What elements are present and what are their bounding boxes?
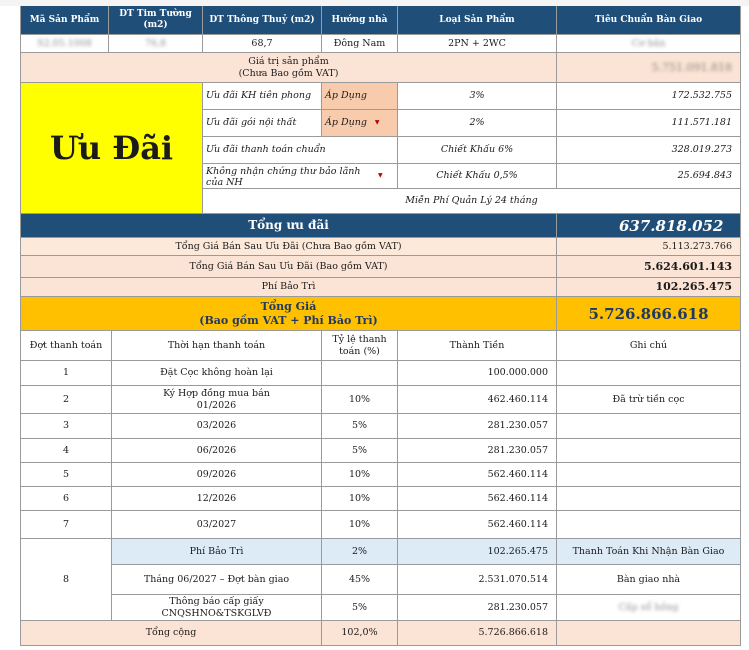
schedule-row-8a-note: Thanh Toán Khi Nhận Bàn Giao <box>557 539 741 565</box>
maintenance-label: Phí Bảo Trì <box>20 278 557 297</box>
schedule-row-6-dot: 6 <box>20 487 112 511</box>
product-value-label <box>20 53 557 83</box>
uu-dai-free-fee: Miễn Phí Quản Lý 24 tháng <box>203 189 741 214</box>
schedule-row-8c-note-text: Cấp sổ hồng <box>618 601 679 613</box>
header-huong-nha: Hướng nhà <box>322 6 398 35</box>
product-standard <box>557 35 741 53</box>
product-value-amount-text: 5.751.091.818 <box>651 60 732 74</box>
schedule-row-4-dot: 4 <box>20 439 112 463</box>
schedule-row-4-rate: 5% <box>322 439 398 463</box>
schedule-row-7-rate: 10% <box>322 511 398 539</box>
total-discount-label: Tổng ưu đãi <box>20 214 557 238</box>
schedule-row-3-rate: 5% <box>322 414 398 439</box>
schedule-total-label: Tổng cộng <box>20 621 322 646</box>
dropdown-caret-icon[interactable]: ▼ <box>374 119 380 127</box>
schedule-row-1-dot: 1 <box>20 361 112 386</box>
grand-total-label-line2: (Bao gồm VAT + Phí Bảo Trì) <box>199 313 378 327</box>
schedule-row-4-term: 06/2026 <box>112 439 322 463</box>
product-type: 2PN + 2WC <box>398 35 557 53</box>
schedule-row-8-dot: 8 <box>20 539 112 621</box>
schedule-row-4-amount: 281.230.057 <box>398 439 557 463</box>
schedule-row-5-rate: 10% <box>322 463 398 487</box>
schedule-row-8b-amount: 2.531.070.514 <box>398 565 557 595</box>
schedule-row-8b-term: Tháng 06/2027 – Đợt bàn giao <box>112 565 322 595</box>
uu-dai-row-4-amount: 25.694.843 <box>557 164 741 189</box>
product-code-text: S2.05.1008 <box>37 37 92 49</box>
total-discount-amount: 637.818.052 <box>557 214 741 238</box>
uu-dai-row-4-label[interactable] <box>203 164 398 189</box>
schedule-row-2-term: Ký Hợp đồng mua bán 01/2026 <box>112 386 322 414</box>
schedule-total-note <box>557 621 741 646</box>
schedule-row-2-dot: 2 <box>20 386 112 414</box>
schedule-row-7-amount: 562.460.114 <box>398 511 557 539</box>
schedule-row-3-note <box>557 414 741 439</box>
schedule-row-5-amount: 562.460.114 <box>398 463 557 487</box>
schedule-row-5-dot: 5 <box>20 463 112 487</box>
uu-dai-row-1-apply[interactable] <box>322 83 398 110</box>
schedule-row-6-note <box>557 487 741 511</box>
schedule-header-thoi-han: Thời hạn thanh toán <box>112 331 322 361</box>
schedule-row-7-note <box>557 511 741 539</box>
schedule-row-2-rate: 10% <box>322 386 398 414</box>
grand-total-amount: 5.726.866.618 <box>557 297 741 331</box>
grand-total-label-line1: Tổng Giá <box>260 300 317 314</box>
header-loai-san-pham: Loại Sản Phẩm <box>398 6 557 35</box>
header-ma-san-pham: Mã Sản Phẩm <box>20 6 109 35</box>
schedule-row-5-note <box>557 463 741 487</box>
uu-dai-row-1-label: Ưu đãi KH tiên phong <box>203 83 322 110</box>
product-standard-text: Cơ bản <box>631 37 666 49</box>
schedule-row-2-note: Đã trừ tiền cọc <box>557 386 741 414</box>
schedule-row-4-note <box>557 439 741 463</box>
product-area-net: 68,7 <box>203 35 322 53</box>
schedule-row-1-term: Đặt Cọc không hoàn lại <box>112 361 322 386</box>
schedule-total-rate: 102,0% <box>322 621 398 646</box>
schedule-row-6-rate: 10% <box>322 487 398 511</box>
schedule-row-6-term: 12/2026 <box>112 487 322 511</box>
schedule-row-7-term: 03/2027 <box>112 511 322 539</box>
schedule-header-thanh-tien: Thành Tiền <box>398 331 557 361</box>
uu-dai-row-2-apply-text: Áp Dụng <box>325 117 367 129</box>
grand-total-label <box>20 297 557 331</box>
uu-dai-row-3-amount: 328.019.273 <box>557 137 741 164</box>
schedule-row-8c-amount: 281.230.057 <box>398 595 557 621</box>
schedule-row-1-rate <box>322 361 398 386</box>
uu-dai-row-2-label: Ưu đãi gói nội thất <box>203 110 322 137</box>
uu-dai-row-4-label-text: Không nhận chứng thư bảo lãnh của NH <box>206 166 361 189</box>
product-value-label-line1: Giá trị sản phẩm <box>248 56 329 68</box>
maintenance-amount: 102.265.475 <box>557 278 741 297</box>
schedule-row-8a-amount: 102.265.475 <box>398 539 557 565</box>
price-excl-vat-amount: 5.113.273.766 <box>557 238 741 256</box>
schedule-header-dot: Đợt thanh toán <box>20 331 112 361</box>
schedule-row-8c-term: Thông báo cấp giấy CNQSHNO&TSKGLVĐ <box>112 595 322 621</box>
uu-dai-row-2-rate: 2% <box>398 110 557 137</box>
uu-dai-row-1-apply-text: Áp Dụng <box>325 90 367 102</box>
uu-dai-title: Ưu Đãi <box>20 83 203 214</box>
schedule-row-8c-rate: 5% <box>322 595 398 621</box>
uu-dai-row-1-rate: 3% <box>398 83 557 110</box>
schedule-row-8a-rate: 2% <box>322 539 398 565</box>
product-direction: Đông Nam <box>322 35 398 53</box>
uu-dai-row-3-rate: Chiết Khấu 6% <box>398 137 557 164</box>
schedule-row-5-term: 09/2026 <box>112 463 322 487</box>
product-value-amount <box>557 53 741 83</box>
schedule-row-8b-note: Bàn giao nhà <box>557 565 741 595</box>
schedule-row-1-amount: 100.000.000 <box>398 361 557 386</box>
schedule-row-7-dot: 7 <box>20 511 112 539</box>
schedule-row-3-amount: 281.230.057 <box>398 414 557 439</box>
dropdown-caret-icon[interactable]: ▼ <box>378 172 383 179</box>
schedule-total-amount: 5.726.866.618 <box>398 621 557 646</box>
uu-dai-row-3-label: Ưu đãi thanh toán chuẩn <box>203 137 398 164</box>
schedule-header-ghi-chu: Ghi chú <box>557 331 741 361</box>
price-excl-vat-label: Tổng Giá Bán Sau Ưu Đãi (Chưa Bao gồm VAT) <box>20 238 557 256</box>
schedule-header-ty-le: Tỷ lệ thanh toán (%) <box>322 331 398 361</box>
schedule-row-2-amount: 462.460.114 <box>398 386 557 414</box>
price-incl-vat-label: Tổng Giá Bán Sau Ưu Đãi (Bao gồm VAT) <box>20 256 557 278</box>
uu-dai-row-4-rate: Chiết Khấu 0,5% <box>398 164 557 189</box>
uu-dai-row-2-apply[interactable] <box>322 110 398 137</box>
schedule-row-3-term: 03/2026 <box>112 414 322 439</box>
schedule-row-3-dot: 3 <box>20 414 112 439</box>
header-dt-tim-tuong: DT Tim Tường (m2) <box>109 6 203 35</box>
product-code <box>20 35 109 53</box>
schedule-row-8c-note <box>557 595 741 621</box>
schedule-row-8a-term: Phí Bảo Trì <box>112 539 322 565</box>
price-incl-vat-amount: 5.624.601.143 <box>557 256 741 278</box>
uu-dai-row-2-amount: 111.571.181 <box>557 110 741 137</box>
schedule-row-1-note <box>557 361 741 386</box>
uu-dai-row-1-amount: 172.532.755 <box>557 83 741 110</box>
header-dt-thong-thuy: DT Thông Thuỷ (m2) <box>203 6 322 35</box>
schedule-row-6-amount: 562.460.114 <box>398 487 557 511</box>
product-area-gross <box>109 35 203 53</box>
product-area-gross-text: 76,8 <box>144 37 167 49</box>
schedule-row-8b-rate: 45% <box>322 565 398 595</box>
product-value-label-line2: (Chưa Bao gồm VAT) <box>238 67 339 79</box>
header-tieu-chuan: Tiêu Chuẩn Bàn Giao <box>557 6 741 35</box>
